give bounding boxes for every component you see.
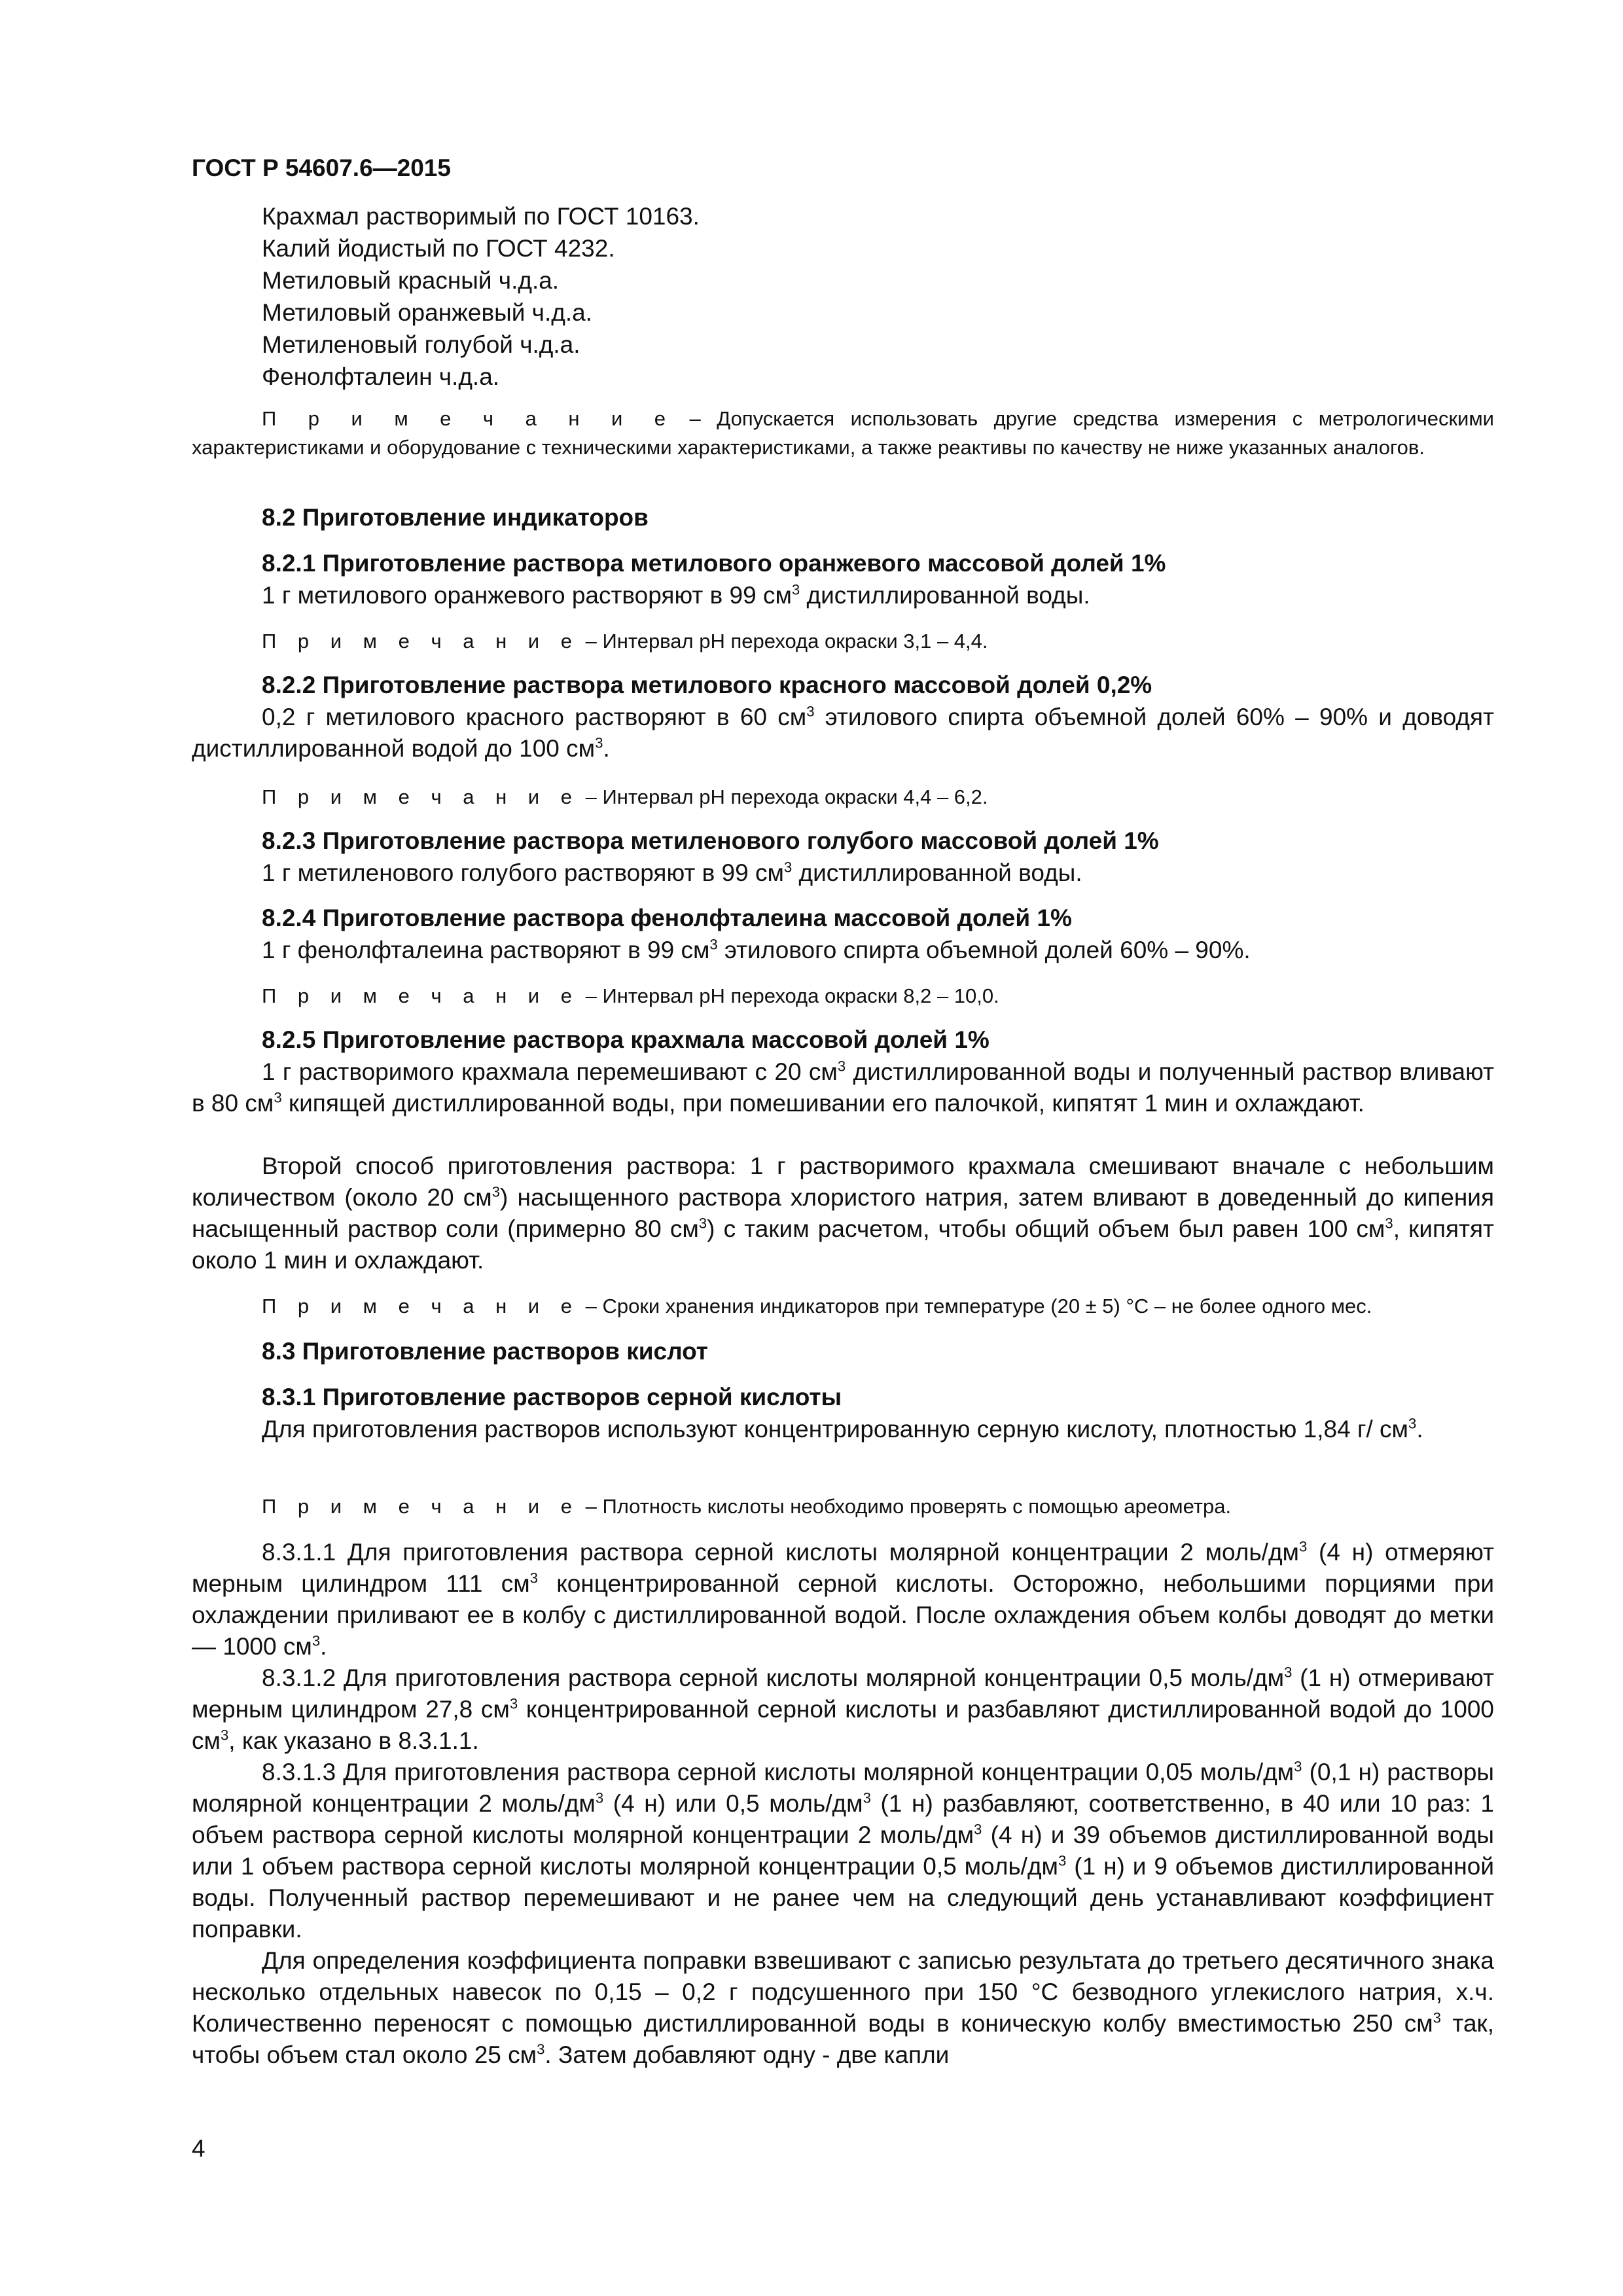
section-heading-8-3: 8.3 Приготовление растворов кислот bbox=[262, 1338, 708, 1365]
superscript: 3 bbox=[709, 936, 718, 953]
note-storage bbox=[262, 1292, 1564, 1321]
text-run: так, чтобы объем стал около 25 см bbox=[192, 2010, 1494, 2068]
text-run: , кипятят около 1 мин и охлаждают. bbox=[192, 1215, 1494, 1274]
superscript: 3 bbox=[837, 1058, 846, 1075]
note-ph-red bbox=[262, 783, 1564, 812]
text-run: ) насыщенного раствора хлористого натрия, затем вливают в доведенный до кипения насыщенный раствор соли (примерно 80 см bbox=[192, 1184, 1494, 1242]
text-run: , как указано в 8.3.1.1. bbox=[228, 1727, 479, 1754]
reagent-item: Фенолфталеин ч.д.а. bbox=[262, 363, 500, 390]
section-heading-8-2-1: 8.2.1 Приготовление раствора метилового оранжевого массовой долей 1% bbox=[262, 550, 1166, 577]
note-text: – Плотность кислоты необходимо проверять с помощью ареометра. bbox=[579, 1495, 1232, 1518]
text-run: (0,1 н) растворы молярной концентрации 2 моль/дм bbox=[192, 1759, 1494, 1817]
text-run: этилового спирта объемной долей 60% – 90% и доводят дистиллированной водой до 100 см bbox=[192, 704, 1494, 762]
paragraph-8-2-1 bbox=[192, 580, 1494, 611]
text-run: концентрированной серной кислоты. Осторожно, небольшими порциями при охлаждении приливают ее в колбу с дистиллированной водой. После охлаждения объем колбы доводят до метки — 1000 см bbox=[192, 1570, 1495, 1660]
note-text: – Интервал pH перехода окраски 8,2 – 10,0. bbox=[579, 984, 999, 1007]
superscript: 3 bbox=[974, 1821, 982, 1838]
note-text: – Сроки хранения индикаторов при температуре (20 ± 5) °С – не более одного мес. bbox=[579, 1295, 1372, 1318]
note-density bbox=[262, 1492, 1564, 1521]
paragraph-8-2-5-a bbox=[192, 1056, 1494, 1119]
text-run: . bbox=[1416, 1416, 1423, 1443]
paragraph-8-2-3 bbox=[192, 857, 1494, 889]
note-ph-orange bbox=[262, 627, 1564, 656]
text-run: 1 г метиленового голубого растворяют в 99 см bbox=[262, 859, 784, 886]
superscript: 3 bbox=[491, 1183, 501, 1200]
text-run: концентрированной серной кислоты и разбавляют дистиллированной водой до 1000 см bbox=[192, 1696, 1494, 1754]
section-heading-8-2-5: 8.2.5 Приготовление раствора крахмала массовой долей 1% bbox=[262, 1026, 990, 1053]
text-run: дистиллированной воды. bbox=[792, 859, 1082, 886]
text-run: . Затем добавляют одну - две капли bbox=[544, 2041, 950, 2068]
note-text: – Интервал pH перехода окраски 3,1 – 4,4. bbox=[579, 630, 988, 653]
text-run: 0,2 г метилового красного растворяют в 60 см bbox=[262, 704, 807, 730]
superscript: 3 bbox=[806, 703, 815, 720]
paragraph-8-2-5-b bbox=[192, 1151, 1494, 1276]
text-run: Для определения коэффициента поправки взвешивают с записью результата до третьего десятичного знака несколько отдельных навесок по 0,15 – 0,2 г подсушенного при 150 °С безводного углекислого натрия, х.ч. Количественно переносят с помощью дистиллированной воды в коническую колбу вместимостью 250 см bbox=[192, 1947, 1494, 2037]
text-run: 8.3.1.3 Для приготовления раствора серной кислоты молярной концентрации 0,05 моль/дм bbox=[262, 1759, 1294, 1785]
section-heading-8-2-3: 8.2.3 Приготовление раствора метиленового голубого массовой долей 1% bbox=[262, 827, 1159, 854]
reagent-item: Метиловый оранжевый ч.д.а. bbox=[262, 299, 592, 326]
note-label: П р и м е ч а н и е bbox=[262, 984, 580, 1007]
text-run: 8.3.1.2 Для приготовления раствора серной кислоты молярной концентрации 0,5 моль/дм bbox=[262, 1664, 1285, 1691]
text-run: Второй способ приготовления раствора: 1 г растворимого крахмала смешивают вначале с небольшим количеством (около 20 см bbox=[192, 1153, 1494, 1211]
superscript: 3 bbox=[220, 1727, 229, 1744]
superscript: 3 bbox=[312, 1632, 321, 1649]
reagent-item: Метиленовый голубой ч.д.а. bbox=[262, 331, 580, 358]
text-run: 8.3.1.1 Для приготовления раствора серной кислоты молярной концентрации 2 моль/дм bbox=[262, 1539, 1299, 1566]
superscript: 3 bbox=[1408, 1415, 1417, 1432]
superscript: 3 bbox=[1294, 1758, 1302, 1775]
superscript: 3 bbox=[595, 1789, 604, 1806]
superscript: 3 bbox=[529, 1570, 538, 1587]
text-run: кипящей дистиллированной воды, при помешивании его палочкой, кипятят 1 мин и охлаждают. bbox=[281, 1090, 1364, 1117]
superscript: 3 bbox=[1058, 1852, 1067, 1869]
text-run: . bbox=[603, 735, 610, 762]
superscript: 3 bbox=[1385, 1215, 1393, 1232]
text-run: 1 г метилового оранжевого растворяют в 99 см bbox=[262, 582, 792, 609]
superscript: 3 bbox=[698, 1215, 707, 1232]
text-run: (4 н) и 39 объемов дистиллированной воды или 1 объем раствора серной кислоты молярной концентрации 0,5 моль/дм bbox=[192, 1821, 1494, 1880]
text-run: дистиллированной воды и полученный раствор вливают в 80 см bbox=[192, 1058, 1494, 1117]
superscript: 3 bbox=[595, 734, 603, 751]
section-heading-8-2-2: 8.2.2 Приготовление раствора метилового красного массовой долей 0,2% bbox=[262, 672, 1152, 698]
paragraph-correction-factor bbox=[192, 1945, 1494, 2071]
page-number: 4 bbox=[192, 2135, 205, 2162]
paragraph-8-3-1-1 bbox=[192, 1537, 1494, 1662]
document-header: ГОСТ Р 54607.6—2015 bbox=[192, 154, 451, 181]
text-run: (4 н) или 0,5 моль/дм bbox=[603, 1790, 863, 1817]
section-heading-8-3-1: 8.3.1 Приготовление растворов серной кислоты bbox=[262, 1384, 842, 1410]
note-equipment bbox=[192, 404, 1494, 462]
superscript: 3 bbox=[274, 1089, 282, 1106]
text-run: 1 г растворимого крахмала перемешивают с 20 см bbox=[262, 1058, 838, 1085]
reagent-list bbox=[262, 200, 700, 393]
paragraph-8-3-1-2 bbox=[192, 1662, 1494, 1757]
text-run: (1 н) и 9 объемов дистиллированной воды. Полученный раствор перемешивают и не ранее чем на следующий день устанавливают коэффициент поправки. bbox=[192, 1853, 1495, 1943]
text-run: ) с таким расчетом, чтобы общий объем был равен 100 см bbox=[707, 1215, 1385, 1242]
superscript: 3 bbox=[537, 2041, 545, 2058]
note-text: – Допускается использовать другие средства измерения с метрологическими характеристиками и оборудование с техническими характеристиками, а также реактивы по качеству не ниже указанных аналогов. bbox=[192, 407, 1494, 459]
paragraph-8-2-2 bbox=[192, 702, 1494, 764]
section-heading-8-2: 8.2 Приготовление индикаторов bbox=[262, 504, 649, 531]
reagent-item: Крахмал растворимый по ГОСТ 10163. bbox=[262, 203, 700, 230]
superscript: 3 bbox=[791, 581, 800, 598]
text-run: 1 г фенолфталеина растворяют в 99 см bbox=[262, 937, 710, 963]
note-label: П р и м е ч а н и е bbox=[262, 785, 580, 808]
paragraph-8-2-4 bbox=[192, 935, 1494, 966]
superscript: 3 bbox=[1284, 1664, 1293, 1681]
paragraph-8-3-1 bbox=[192, 1414, 1494, 1445]
paragraph-8-3-1-3 bbox=[192, 1757, 1494, 1945]
note-label: П р и м е ч а н и е bbox=[262, 1495, 580, 1518]
superscript: 3 bbox=[863, 1789, 871, 1806]
section-heading-8-2-4: 8.2.4 Приготовление раствора фенолфталеина массовой долей 1% bbox=[262, 905, 1072, 931]
superscript: 3 bbox=[509, 1695, 518, 1712]
superscript: 3 bbox=[1433, 2009, 1441, 2026]
text-run: Для приготовления растворов используют концентрированную серную кислоту, плотностью 1,84 г/ см bbox=[262, 1416, 1408, 1443]
text-run: (4 н) отмеряют мерным цилиндром 111 см bbox=[192, 1539, 1494, 1597]
text-run: этилового спирта объемной долей 60% – 90%. bbox=[717, 937, 1251, 963]
text-run: дистиллированной воды. bbox=[800, 582, 1090, 609]
reagent-item: Калий йодистый по ГОСТ 4232. bbox=[262, 235, 615, 262]
text-run: (1 н) разбавляют, соответственно, в 40 или 10 раз: 1 объем раствора серной кислоты молярной концентрации 2 моль/дм bbox=[192, 1790, 1495, 1848]
note-label: П р и м е ч а н и е bbox=[262, 1295, 580, 1318]
note-text: – Интервал pH перехода окраски 4,4 – 6,2. bbox=[579, 785, 988, 808]
note-ph-phenol bbox=[262, 982, 1564, 1011]
reagent-item: Метиловый красный ч.д.а. bbox=[262, 267, 560, 294]
superscript: 3 bbox=[783, 859, 793, 876]
note-label: П р и м е ч а н и е bbox=[262, 630, 580, 653]
superscript: 3 bbox=[1298, 1538, 1308, 1555]
text-run: . bbox=[320, 1633, 327, 1660]
text-run: (1 н) отмеривают мерным цилиндром 27,8 см bbox=[192, 1664, 1494, 1723]
note-label: П р и м е ч а н и е bbox=[262, 407, 674, 430]
